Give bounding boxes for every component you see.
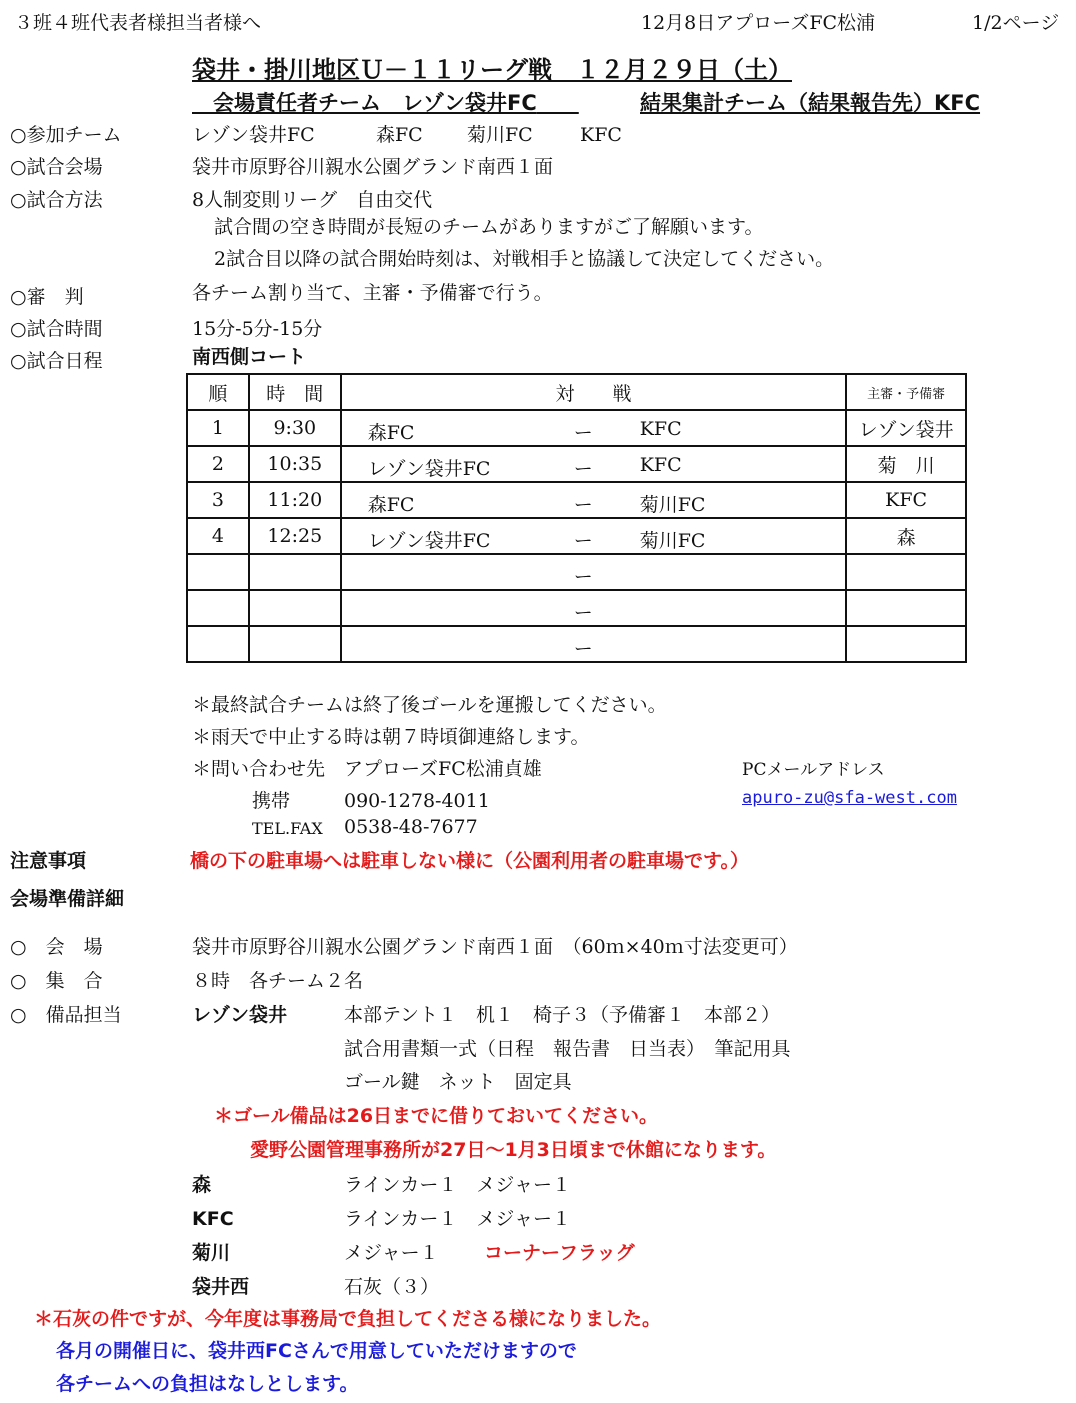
row-order: 3 (187, 482, 249, 518)
office-closure-note: 愛野公園管理事務所が27日～1月3日頃まで休館になります。 (250, 1139, 777, 1161)
row-match (341, 626, 847, 662)
gather-value: ８時 各チーム２名 (192, 970, 364, 992)
referee-label: ○審 判 (10, 286, 84, 308)
result-team-label: 結果集計チーム（結果報告先）KFC (640, 91, 981, 115)
vs-dash: ー (573, 494, 593, 516)
no-burden-note: 各チームへの負担はなしとします。 (56, 1373, 359, 1395)
goal-equipment-note: ＊ゴール備品は26日までに借りておいてください。 (214, 1105, 659, 1127)
sender-line: 12月8日アプローズFC松浦 (641, 12, 876, 34)
table-row (187, 590, 966, 626)
team-fukuroi-nishi-items: 石灰（３） (344, 1276, 440, 1298)
equipment-label: ○ 備品担当 (10, 1004, 122, 1026)
row-referee (846, 554, 966, 590)
row-match (341, 446, 847, 482)
referee-value: 各チーム割り当て、主審・予備審で行う。 (192, 282, 553, 304)
row-referee (846, 626, 966, 662)
table-row (187, 554, 966, 590)
team-kfc-items: ラインカー１ メジャー１ (344, 1208, 572, 1230)
gather-label: ○ 集 合 (10, 970, 103, 992)
caution-text: 橋の下の駐車場へは駐車しない様に（公園利用者の駐車場です。） (190, 850, 749, 872)
mobile-number: 090-1278-4011 (344, 790, 490, 812)
team-fukuroi-nishi: 袋井西 (192, 1276, 250, 1298)
header-order: 順 (187, 374, 249, 410)
prep-heading: 会場準備詳細 (10, 888, 125, 910)
row-time: 12:25 (249, 518, 341, 554)
row-referee (846, 590, 966, 626)
home-team: 森FC (367, 422, 415, 444)
row-time: 9:30 (249, 410, 341, 446)
away-team: 菊川FC (639, 530, 706, 552)
vs-dash: ー (573, 602, 593, 624)
row-match (341, 518, 847, 554)
prep-venue-value: 袋井市原野谷川親水公園グランド南西１面 （60ｍ×40ｍ寸法変更可） (192, 936, 798, 958)
home-team: レゾン袋井FC (367, 530, 491, 552)
row-match (341, 482, 847, 518)
row-referee: 菊 川 (846, 446, 966, 482)
team-mori-items: ラインカー１ メジャー１ (344, 1174, 572, 1196)
email-link[interactable]: apuro-zu@sfa-west.com (742, 788, 957, 808)
participant-4: KFC (580, 124, 622, 146)
method-value: 8人制変則リーグ 自由交代 (192, 189, 433, 211)
telfax-label: TEL.FAX (252, 819, 323, 838)
venue-value: 袋井市原野谷川親水公園グランド南西１面 (192, 156, 554, 178)
court-label: 南西側コート (192, 346, 307, 368)
table-row (187, 446, 966, 482)
duration-value: 15分-5分-15分 (192, 318, 323, 340)
method-note-1: 試合間の空き時間が長短のチームがありますがご了解願います。 (214, 216, 764, 238)
team-reson-items-1: 本部テント１ 机１ 椅子３（予備審１ 本部２） (344, 1004, 781, 1026)
vs-dash: ー (573, 458, 593, 480)
method-label: ○試合方法 (10, 189, 103, 211)
schedule-table (186, 373, 967, 663)
row-time (249, 626, 341, 662)
table-row (187, 410, 966, 446)
team-reson-items-3: ゴール鍵 ネット 固定具 (344, 1071, 572, 1093)
header-match: 対 戦 (341, 374, 847, 410)
vs-dash: ー (573, 530, 593, 552)
method-note-2: 2試合目以降の試合開始時刻は、対戦相手と協議して決定してください。 (214, 248, 835, 270)
participant-1: レゾン袋井FC (192, 124, 315, 146)
venue-label: ○試合会場 (10, 156, 103, 178)
lime-note: ＊石灰の件ですが、今年度は事務局で負担してくださる様になりました。 (34, 1308, 662, 1330)
row-order: 4 (187, 518, 249, 554)
row-time: 11:20 (249, 482, 341, 518)
header-time: 時 間 (249, 374, 341, 410)
participant-2: 森FC (376, 124, 423, 146)
row-order (187, 554, 249, 590)
recipient-line: ３班４班代表者様担当者様へ (14, 12, 262, 34)
team-mori: 森 (192, 1174, 212, 1196)
mobile-label: 携帯 (252, 790, 291, 812)
row-referee: レゾン袋井 (846, 410, 966, 446)
away-team: KFC (639, 454, 682, 476)
note-goal: ＊最終試合チームは終了後ゴールを運搬してください。 (192, 694, 667, 716)
row-time: 10:35 (249, 446, 341, 482)
table-row (187, 482, 966, 518)
home-team: レゾン袋井FC (367, 458, 491, 480)
row-time (249, 554, 341, 590)
page-indicator: 1/2ページ (972, 12, 1060, 34)
header-referee: 主審・予備審 (846, 374, 966, 410)
lime-supply-note: 各月の開催日に、袋井西FCさんで用意していただけますので (56, 1340, 577, 1362)
venue-team-label: 会場責任者チーム レゾン袋井FC (213, 91, 537, 115)
away-team: 菊川FC (639, 494, 706, 516)
team-reson: レゾン袋井 (192, 1004, 288, 1026)
home-team: 森FC (367, 494, 415, 516)
prep-venue-label: ○ 会 場 (10, 936, 103, 958)
away-team: KFC (639, 418, 682, 440)
page-title: 袋井・掛川地区Ｕ－１１リーグ戦 １２月２９日（土） (192, 56, 792, 84)
note-contact: ＊問い合わせ先 アプローズFC松浦貞雄 (192, 758, 542, 780)
team-kikugawa-items: メジャー１ (344, 1242, 439, 1264)
row-order: 2 (187, 446, 249, 482)
row-order (187, 590, 249, 626)
vs-dash: ー (573, 566, 593, 588)
row-referee: 森 (846, 518, 966, 554)
note-rain: ＊雨天で中止する時は朝７時頃御連絡します。 (192, 726, 590, 748)
team-reson-items-2: 試合用書類一式（日程 報告書 日当表） 筆記用具 (344, 1038, 791, 1060)
email-label: PCメールアドレス (742, 760, 885, 780)
telfax-number: 0538-48-7677 (344, 816, 478, 838)
row-time (249, 590, 341, 626)
vs-dash: ー (573, 422, 593, 444)
row-match (341, 554, 847, 590)
corner-flag-item: コーナーフラッグ (484, 1242, 635, 1264)
row-referee: KFC (846, 482, 966, 518)
schedule-label: ○試合日程 (10, 350, 103, 372)
team-kikugawa: 菊川 (192, 1242, 231, 1264)
row-match (341, 410, 847, 446)
table-row (187, 518, 966, 554)
row-order (187, 626, 249, 662)
table-row (187, 626, 966, 662)
vs-dash: ー (573, 638, 593, 660)
participants-label: ○参加チーム (10, 124, 122, 146)
team-kfc: KFC (192, 1208, 234, 1230)
row-match (341, 590, 847, 626)
row-order: 1 (187, 410, 249, 446)
duration-label: ○試合時間 (10, 318, 103, 340)
table-header-row (187, 374, 966, 410)
caution-label: 注意事項 (10, 850, 87, 872)
participant-3: 菊川FC (467, 124, 533, 146)
